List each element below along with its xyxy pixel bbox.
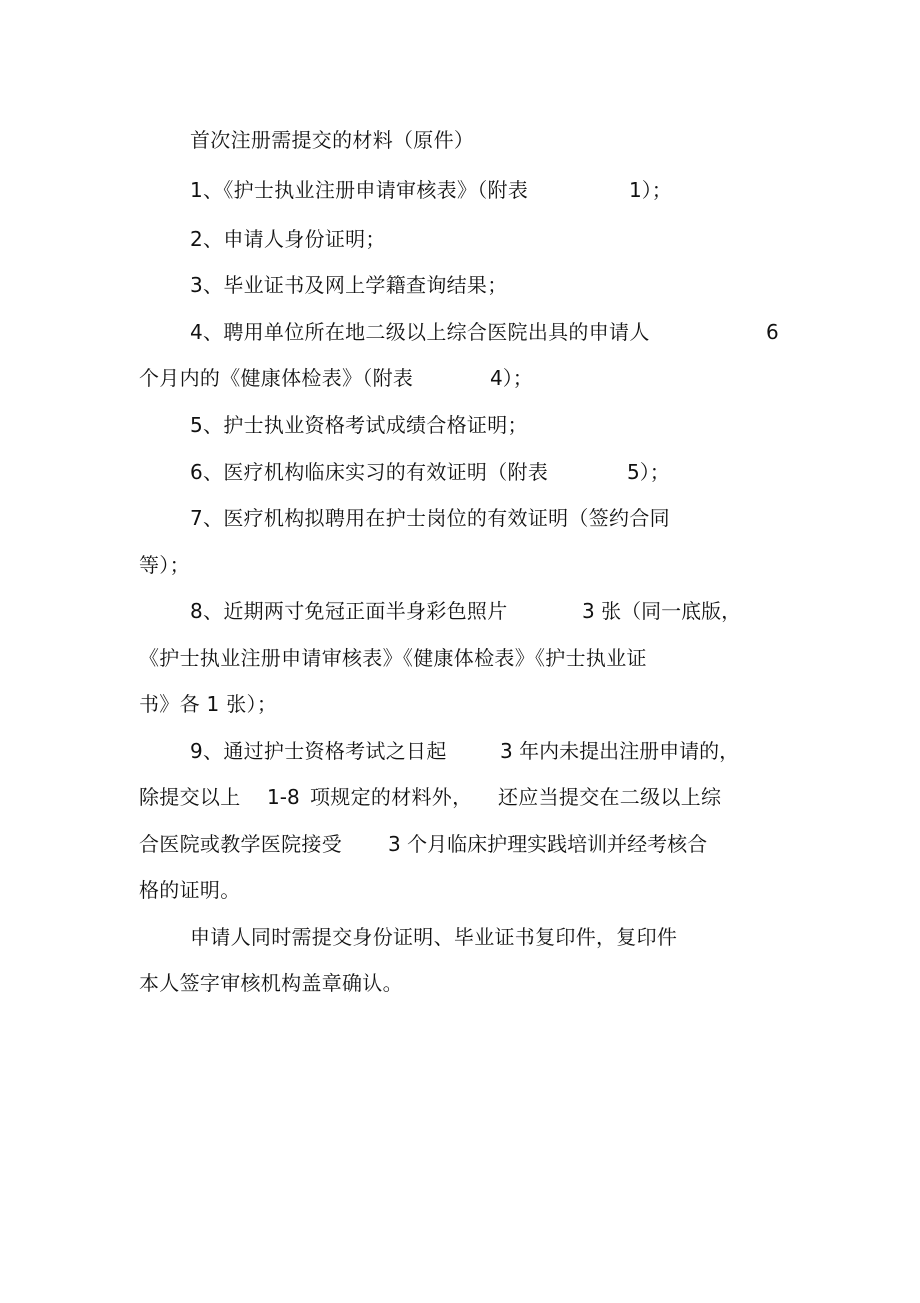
item-4-continuation: 个月内的《健康体检表》（附表 — [139, 366, 414, 390]
item-9-line-2-end: 还应当提交在二级以上综 — [498, 785, 722, 809]
item-9-text: 9、通过护士资格考试之日起 — [190, 739, 447, 763]
item-9-line-2-start: 除提交以上 — [139, 785, 241, 809]
item-9-years: 3 年内未提出注册申请的， — [500, 739, 740, 763]
item-1-text: 1、《护士执业注册申请审核表》（附表 — [190, 178, 529, 202]
item-4-tail: 4）； — [490, 366, 533, 390]
note-text: 申请人同时需提交身份证明、毕业证书复印件，复印件 — [190, 925, 678, 949]
item-3-text: 3、毕业证书及网上学籍查询结果； — [190, 273, 508, 297]
item-6-text: 6、医疗机构临床实习的有效证明（附表 — [190, 460, 549, 484]
item-8-continuation-2: 书》各 1 张）； — [139, 692, 278, 716]
item-4-text: 4、聘用单位所在地二级以上综合医院出具的申请人 — [190, 320, 650, 344]
item-5-text: 5、护士执业资格考试成绩合格证明； — [190, 413, 528, 437]
item-1-tail: 1）； — [629, 178, 672, 202]
item-8-count: 3 张（同一底版， — [582, 599, 742, 623]
item-6-tail: 5）； — [627, 460, 670, 484]
item-9-range: 1-8 — [267, 785, 300, 809]
item-9-line-3-end: 3 个月临床护理实践培训并经考核合 — [388, 832, 708, 856]
item-9-line-2-mid: 项规定的材料外， — [310, 785, 473, 809]
item-7-continuation: 等）； — [139, 553, 190, 577]
item-2-text: 2、申请人身份证明； — [190, 227, 386, 251]
item-8-continuation: 《护士执业注册申请审核表》《健康体检表》《护士执业证 — [139, 646, 647, 670]
note-continuation: 本人签字审核机构盖章确认。 — [139, 971, 403, 995]
document-heading: 首次注册需提交的材料（原件） — [190, 128, 475, 152]
item-4-number: 6 — [766, 320, 779, 344]
item-8-text: 8、近期两寸免冠正面半身彩色照片 — [190, 599, 508, 623]
item-9-line-4: 格的证明。 — [139, 878, 241, 902]
item-9-line-3-start: 合医院或教学医院接受 — [139, 832, 342, 856]
item-7-text: 7、医疗机构拟聘用在护士岗位的有效证明（签约合同 — [190, 506, 670, 530]
